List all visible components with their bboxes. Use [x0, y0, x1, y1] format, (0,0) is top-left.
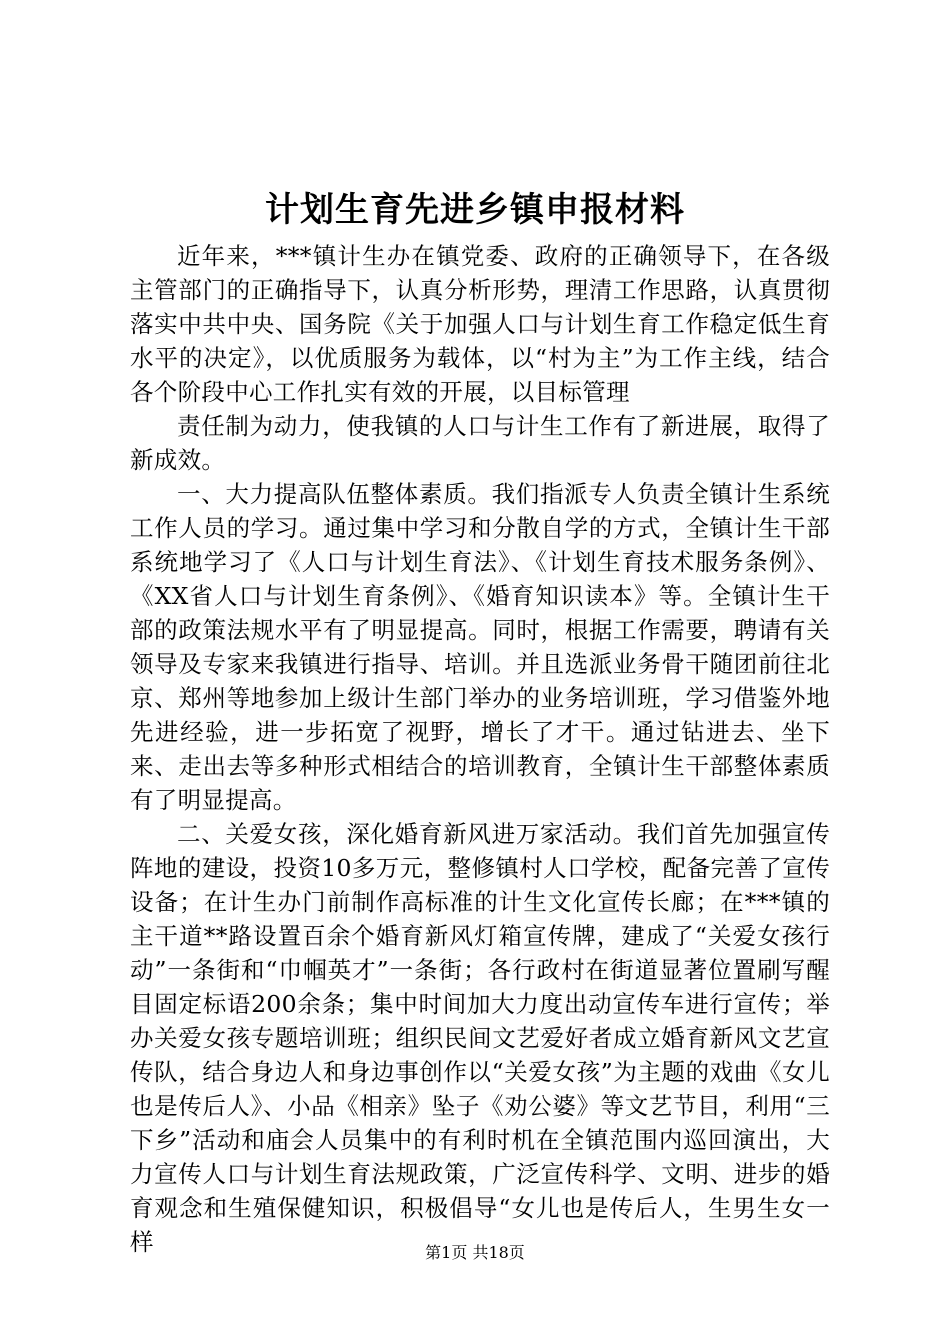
document-title: 计划生育先进乡镇申报材料 — [265, 190, 685, 230]
page-footer: 第1页 共18页 — [425, 1243, 525, 1262]
paragraph-section-two: 二、关爱女孩，深化婚育新风进万家活动。我们首先加强宣传阵地的建设，投资10多万元，整修镇村人口学校，配备完善了宣传设备；在计生办门前制作高标准的计生文化宣传长廊；在***镇的主干道**路设置百余个婚育新风灯箱宣传牌，建成了“关爱女孩行动”一条街和“巾帼英才”一条街；各行政村在街道显著位置刷写醒目固定标语200余条；集中时间加大力度出动宣传车进行宣传；举办关爱女孩专题培训班；组织民间文艺爱好者成立婚育新风文艺宣传队，结合身边人和身边事创作以“关爱女孩”为主题的戏曲《女儿也是传后人》、小品《相亲》坠子《劝公婆》等文艺节目，利用“三下乡”活动和庙会人员集中的有利时机在全镇范围内巡回演出，大力宣传人口与计划生育法规政策，广泛宣传科学、文明、进步的婚育观念和生殖保健知识，积极倡导“女儿也是传后人，生男生女一样 — [130, 820, 830, 1256]
paragraph-intro-continued: 责任制为动力，使我镇的人口与计生工作有了新进展，取得了新成效。 — [130, 412, 830, 474]
paragraph-section-one: 一、大力提高队伍整体素质。我们指派专人负责全镇计生系统工作人员的学习。通过集中学习和分散自学的方式，全镇计生干部系统地学习了《人口与计划生育法》、《计划生育技术服务条例》、《XX省人口与计划生育条例》、《婚育知识读本》等。全镇计生干部的政策法规水平有了明显提高。同时，根据工作需要，聘请有关领导及专家来我镇进行指导、培训。并且选派业务骨干随团前往北京、郑州等地参加上级计生部门举办的业务培训班，学习借鉴外地先进经验，进一步拓宽了视野，增长了才干。通过钻进去、坐下来、走出去等多种形式相结合的培训教育，全镇计生干部整体素质有了明显提高。 — [130, 480, 830, 814]
paragraph-intro: 近年来，***镇计生办在镇党委、政府的正确领导下，在各级主管部门的正确指导下，认真分析形势，理清工作思路，认真贯彻落实中共中央、国务院《关于加强人口与计划生育工作稳定低生育水平的决定》，以优质服务为载体，以“村为主”为工作主线，结合各个阶段中心工作扎实有效的开展，以目标管理 — [130, 242, 830, 406]
document-body — [130, 239, 830, 1259]
